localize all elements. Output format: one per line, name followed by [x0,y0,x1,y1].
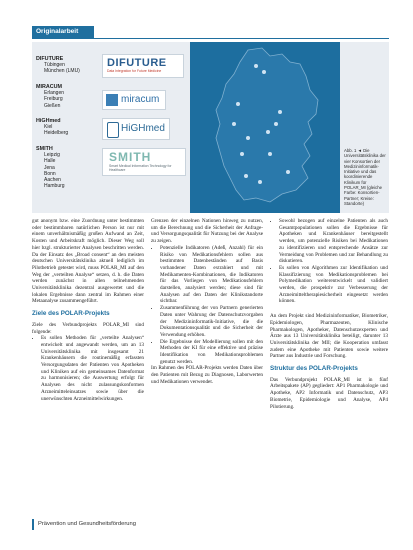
consortium-smith [36,146,65,189]
logo-subtitle: Data Integration for Future Medicine [107,69,162,73]
site: Jena [44,164,55,171]
consortium-name: HiGHmed [36,118,61,124]
paragraph: An dem Projekt sind Medizininformatiker, Biometriker, Epidemiologen, Pharmazeuten, Klinische Pharmakologen, Apotheker, Datenschutzexperten und Ärzte aus 13 Universitätsklinika beteiligt, darunter 13 Universitätsklinika der MII; die Kooperation umfasst zudem eine Apotheke mit Patienten sowie weitere Partner aus Industrie und Forschung. [270,313,388,360]
logo-subtitle: Smart Medical Information Technology for Healthcare [109,164,172,172]
bullet-item: • Zusammenführung der von Partnern generierten Daten unter Wahrung der Datenschutzvorgaben der Medizininformatik-Initiative, die die Dokumentationsqualität und die Sicherheit der Verwendung erhöhen. [160,305,263,339]
miracum-logo [102,90,166,110]
text-column-1 [32,218,144,402]
paragraph: Ziele des Verbundprojekts POLAR_MI sind folgende: [32,321,144,335]
difuture-logo [102,54,184,78]
consortium-name: SMITH [36,146,53,152]
footer-accent-bar [32,519,34,530]
site-marker [244,174,248,178]
bullet-list [151,245,263,366]
consortium-highmed [36,118,68,137]
site: Kiel [44,124,53,131]
site-marker [274,122,278,126]
section-heading: Ziele des POLAR-Projekts [32,310,110,318]
site-marker [278,110,282,114]
site: Hamburg [44,183,65,190]
bullet-item: • Es sollen Methoden für „verteilte Analysen“ entwickelt und angewandt werden, um an 13 Universitätsklinika mit insgesamt 21 Krankenhäusern die routinemäßig erfassten Versorgungsdaten der Patienten von Apotheken und Kliniken auf ein gemeinsames Datenformat zu harmonisieren; die Auswertung erfolgt für Analysen des nicht zulassungskonformen Arzneimitteleinsatzes sowie über die unerwünschten Arzneimittelwirkungen. [41,335,144,402]
site: Erlangen [44,90,65,97]
highmed-mark-icon [107,122,119,138]
logo-title: HiGHmed [121,123,165,134]
footer-journal-title: Prävention und Gesundheitsförderung [38,521,136,527]
site: Tübingen [44,62,65,69]
site: Halle [44,158,56,165]
paragraph: gut anonym bzw. eine Zuordnung unter bestimmten oder bestimmbaren natürlichen Person ist nur mit einem unverhältnismäßig großen Aufwand an Zeit, Kosten und Arbeitskraft möglich. Dieser Weg soll hier bzgl. strukturierter Analysen beschritten werden. Da der Einsatz des „Broad consent“ an den meisten deutschen Universitätsklinika aktuell lediglich im Pilotbetrieb getestet wird, muss POLAR_MI auf den Weg der „verteilten Analyse“ setzen, d. h. die Daten werden zunächst in allen teilnehmenden Universitätsklinika dezentral ausgewertet und die lokalen Ergebnisse dann zentral im Rahmen einer Metaanalyse zusammengeführt. [32,218,144,305]
germany-outline [216,48,318,202]
germany-map [190,42,340,213]
bullet-item: • Sowohl bezogen auf einzelne Patienten als auch Gesamtpopulationen sollen die Ergebnisse für Apotheken und Krankenhäuser bereitgestellt werden, um potenzielle Risiken bei Medikationen zu identifizieren und entsprechende Ansätze zur Vermeidung von Problemen und zur Behandlung zu diskutieren. [279,218,388,265]
consortium-name: MIRACUM [36,84,63,90]
site: Gießen [44,102,61,109]
site-marker [268,152,272,156]
consortia-panel [32,42,190,213]
logo-title: miracum [121,94,160,105]
logo-title: DIFUTURE [107,57,167,69]
section-heading: Struktur des POLAR-Projekts [270,365,358,373]
figure-caption: Abb. 1 ◄ Die Universitätsklinika der vier Konsortien der Medizininformatik-Initiative und das koordinierende Klinikum für POLAR_MI (gleiche Farbe: Konsortien-Partner; Kreise: Standorte) [344,148,386,206]
smith-logo [102,148,186,176]
section-tab: Originalarbeit [32,26,94,38]
site: München (LMU) [44,68,80,75]
paragraph: Im Rahmen des POLAR-Projekts werden Daten über den Patienten mit Bezug zu Diagnosen, Laborwerten und Medikationen verwendet. [151,365,263,385]
figure-consortia-map [32,42,389,213]
site: Freiburg [44,96,63,103]
bullet-list [270,218,388,305]
bullet-item: • Die Ergebnisse der Modellierung sollen mit den Methoden der KI für eine effektive und präzise Identifikation von Medikationsproblemen genutzt werden. [160,339,263,366]
bullet-item: • Potenzielle Indikatoren (Adeß, Anzahl) für ein Risiko von Medikationsfehlern sollen aus bestimmten Datenbeständen auf Basis vorhandener Daten extrahiert und mit Medikamenten-Kombinationen, die Indikatoren für das Vorliegen von Medikationsfehlern darstellen, analysiert werden; diese sind für Analysen auf den Daten der Klinikstandorte sichtbar. [160,245,263,305]
consortium-difuture [36,56,80,75]
site-marker [266,130,270,134]
bullet-item: • Es sollen von Algorithmen zur Identifikation und Klassifizierung von Medikationsproblemen bei Polymedikation weiterentwickelt und validiert werden, die prospektiv zur Verbesserung der Arzneimitteltherapiesicherheit eingesetzt werden können. [279,265,388,305]
site-marker [232,122,236,126]
highmed-logo [102,118,170,140]
consortium-name: DIFUTURE [36,56,64,62]
site: Heidelberg [44,130,69,137]
site: Leipzig [44,152,60,159]
text-column-3 [270,218,388,410]
site-marker [246,136,250,140]
bullet-list [32,335,144,402]
paragraph: Grenzen der einzelnen Nationen hinweg zu nutzen, um die Berechnung und die Sicherheit der Anfrage- und Versorgungsqualität für Nutzung bei der Analyse zu zeigen. [151,218,263,245]
text-column-2 [151,218,263,386]
header-rule [32,38,389,39]
site-marker [262,70,266,74]
germany-map-graphic [190,42,340,213]
consortium-miracum [36,84,64,109]
site: Bonn [44,170,56,177]
site-marker [240,152,244,156]
miracum-mark-icon [106,94,118,106]
site: Aachen [44,177,61,184]
site-marker [258,180,262,184]
site-marker [254,64,258,68]
site-marker [286,170,290,174]
paragraph: Das Verbundprojekt POLAR_MI ist in fünf Arbeitspakete (AP) gegliedert: AP1 Pharmakologie und Apotheke, AP2 Informatik und Datenschutz, AP3 Biometrie, Epidemiologie und Analyse, AP4 Pilotierung. [270,376,388,410]
site-marker [236,102,240,106]
logo-title: SMITH [109,150,152,164]
